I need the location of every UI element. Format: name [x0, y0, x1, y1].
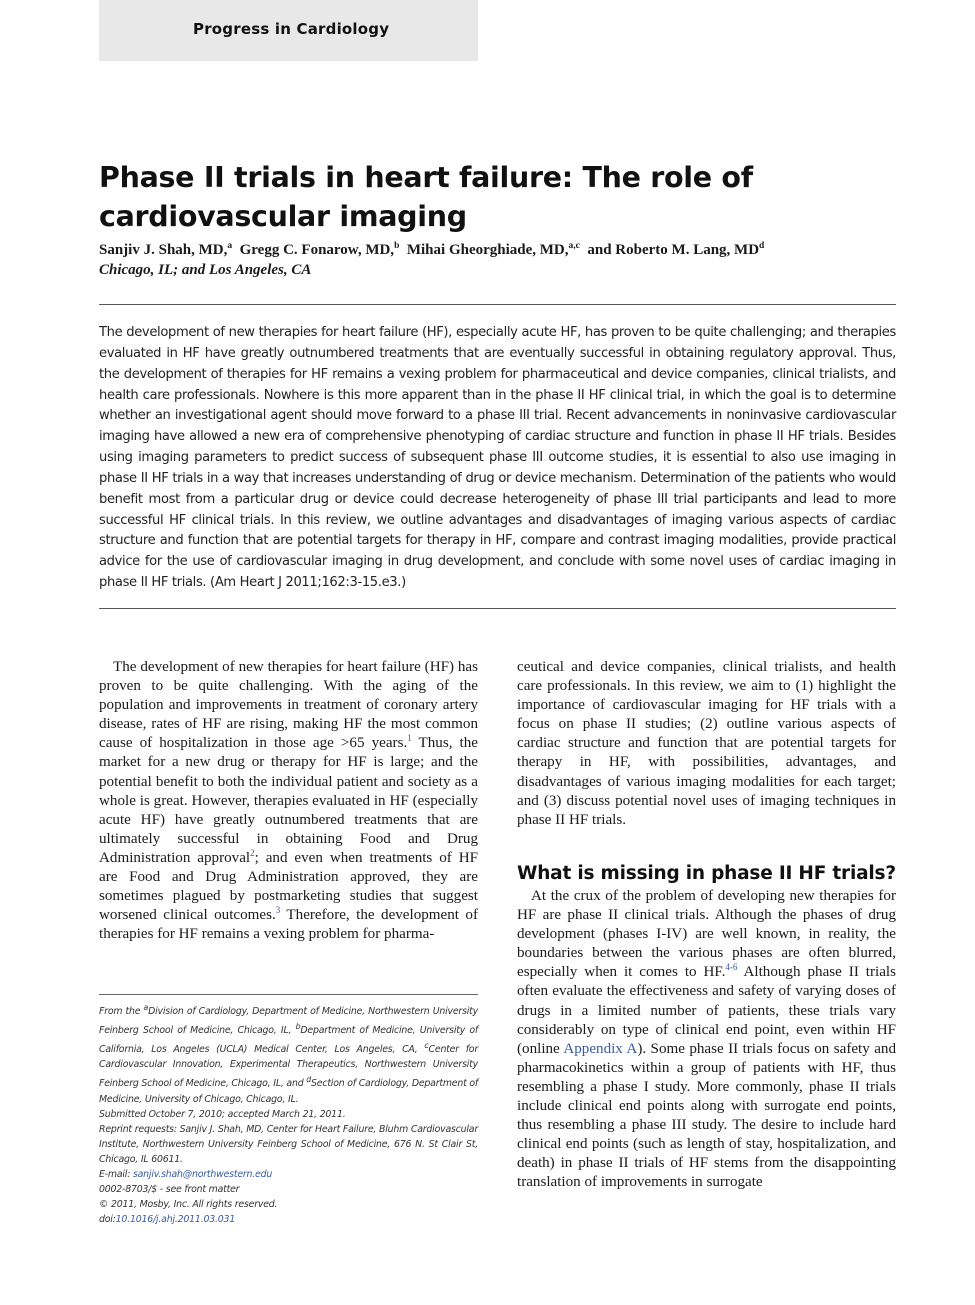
- section-tab: [99, 0, 478, 61]
- author-affiliation: d: [759, 241, 765, 251]
- footnotes: [99, 1000, 478, 1227]
- body-column-right-lower: [517, 887, 896, 1193]
- copyright-note: © 2011, Mosby, Inc. All rights reserved.: [99, 1198, 278, 1210]
- body-text: Thus, the market for a new drug or therapy for HF is large; and the potential benefit to both the individual patient and society as a whole is great. However, therapies evaluated in HF (especially acute HF) have greatly outnumbered treatments that are ultimately successful in obtaining Food and Drug Administration approval: [99, 735, 478, 866]
- footnote-text: E-mail:: [99, 1168, 133, 1180]
- body-text: The development of new therapies for heart failure (HF) has proven to be quite challenging. With the aging of the population and improvements in treatment of coronary artery disease, rates of HF are rising, making HF the most common cause of hospitalization in those age >65 years.: [99, 659, 478, 752]
- doi-link[interactable]: 10.1016/j.ahj.2011.03.031: [115, 1213, 236, 1225]
- abstract-top-rule: [99, 304, 896, 305]
- section-label: Progress in Cardiology: [193, 20, 390, 38]
- affiliation-marker: c: [424, 1041, 429, 1051]
- footnote-text: Section of Cardiology, Department of Medicine, University of Chicago, Chicago, IL.: [99, 1078, 478, 1105]
- reference-link[interactable]: 1: [407, 733, 412, 744]
- footnote-text: Division of Cardiology, Department of Medicine, Northwestern University Feinberg School of Medicine, Chicago, IL,: [99, 1006, 478, 1037]
- article-title: Phase II trials in heart failure: The role of cardiovascular imaging: [99, 161, 753, 233]
- body-paragraph: [517, 887, 896, 1193]
- abstract-bottom-rule: [99, 608, 896, 609]
- appendix-link[interactable]: Appendix A: [563, 1040, 638, 1057]
- body-column-right: [517, 658, 896, 830]
- author-list: [99, 240, 899, 260]
- author-name: Sanjiv J. Shah, MD,: [99, 242, 228, 258]
- body-text: ). Some phase II trials focus on safety and pharmacokinetics within a group of patients with HF, thus resembling a phase I study. More commonly, phase II trials include clinical end points along with surrogate end points, thus resembling a phase III study. The desire to include hard clinical end points (such as length of stay, hospitalization, and death) in phase II trials of HF stems from the disappointing translation of improvements in surrogate: [517, 1040, 896, 1191]
- issn-note: 0002-8703/$ - see front matter: [99, 1183, 240, 1195]
- body-column-left: [99, 658, 478, 944]
- author-location: Chicago, IL; and Los Angeles, CA: [99, 262, 312, 278]
- author-affiliation: a,c: [568, 241, 580, 251]
- footnote-text: From the: [99, 1006, 144, 1018]
- reprint-note: Reprint requests: Sanjiv J. Shah, MD, Center for Heart Failure, Bluhm Cardiovascular Institute, Northwestern University Feinberg School of Medicine, 676 N. St Clair St, Chicago, IL 60611.: [99, 1123, 478, 1165]
- affiliation-marker: d: [306, 1075, 312, 1085]
- affiliations-note: [99, 1000, 478, 1107]
- section-heading: What is missing in phase II HF trials?: [517, 863, 896, 884]
- body-text: Therefore, the development of therapies for HF remains a vexing problem for pharma-: [99, 907, 478, 943]
- author-affiliation: a: [227, 241, 233, 251]
- email-note: [99, 1167, 478, 1182]
- email-link[interactable]: sanjiv.shah@northwestern.edu: [132, 1168, 273, 1180]
- body-text: Although phase II trials often evaluate the effectiveness and safety of varying doses of drugs in a limited number of patients, these trials vary considerably on type of clinical end point, even within HF (online: [517, 964, 896, 1057]
- author-name: Gregg C. Fonarow, MD,: [239, 242, 395, 258]
- doi-note: [99, 1212, 478, 1227]
- reference-link[interactable]: 3: [275, 905, 281, 916]
- footnote-text: Department of Medicine, University of California, Los Angeles (UCLA) Medical Center, Los Angeles, CA,: [99, 1025, 479, 1056]
- reference-link[interactable]: 4-6: [725, 962, 738, 973]
- footnote-rule: [99, 994, 478, 995]
- submitted-note: Submitted October 7, 2010; accepted March 21, 2011.: [99, 1108, 346, 1120]
- author-affiliation: b: [394, 241, 400, 251]
- body-text: ; and even when treatments of HF are Food and Drug Administration approved, they are sometimes plagued by postmarketing studies that suggest worsened clinical outcomes.: [99, 849, 479, 924]
- reference-link[interactable]: 2: [250, 847, 255, 858]
- footnote-text: doi:: [99, 1213, 116, 1225]
- body-paragraph: ceutical and device companies, clinical trialists, and health care professionals. In this review, we aim to (1) highlight the importance of cardiovascular imaging for HF trials with a focus on phase II studies; (2) outline various aspects of cardiac structure and function that are potential targets for therapy in HF, with possibilities, advantages, and disadvantages of various imaging modalities for each target; and (3) discuss potential novel uses of imaging techniques in phase II HF trials.: [517, 659, 896, 828]
- affiliation-marker: b: [295, 1022, 301, 1032]
- author-name: and Roberto M. Lang, MD: [587, 242, 760, 258]
- footnote-text: Center for Cardiovascular Innovation, Experimental Therapeutics, Northwestern University Feinberg School of Medicine, Chicago, IL, and: [99, 1044, 478, 1090]
- affiliation-marker: a: [143, 1003, 149, 1012]
- abstract: The development of new therapies for heart failure (HF), especially acute HF, has proven to be quite challenging; and therapies evaluated in HF have greatly outnumbered treatments that are eventually successful in obtaining regulatory approval. Thus, the development of therapies for HF remains a vexing problem for pharmaceutical and device companies, clinical trialists, and health care professionals. Nowhere is this more apparent than in the phase II HF clinical trial, in which the goal is to determine whether an investigational agent should move forward to a phase III trial. Recent advancements in noninvasive cardiovascular imaging have allowed a new era of comprehensive phenotyping of cardiac structure and function in phase II HF trials. Besides using imaging parameters to predict success of subsequent phase III outcome studies, it is essential to also use imaging in phase II HF trials in a way that increases understanding of drug or device mechanism. Determination of the patients who would benefit most from a particular drug or device could decrease heterogeneity of phase III trial participants and lead to more successful HF clinical trials. In this review, we outline advantages and disadvantages of imaging various aspects of cardiac structure and function that are potential targets for therapy in HF, compare and contrast imaging modalities, provide practical advice for the use of cardiovascular imaging in drug development, and conclude with some novel uses of cardiac imaging in phase II HF trials. (Am Heart J 2011;162:3-15.e3.): [99, 325, 896, 591]
- body-text: At the crux of the problem of developing new therapies for HF are phase II clinical trials. Although the phases of drug development (phases I-IV) are well known, in reality, the boundaries between the various phases are often blurred, especially when it comes to HF.: [517, 888, 896, 981]
- body-paragraph: [99, 658, 478, 944]
- author-name: Mihai Gheorghiade, MD,: [406, 242, 569, 258]
